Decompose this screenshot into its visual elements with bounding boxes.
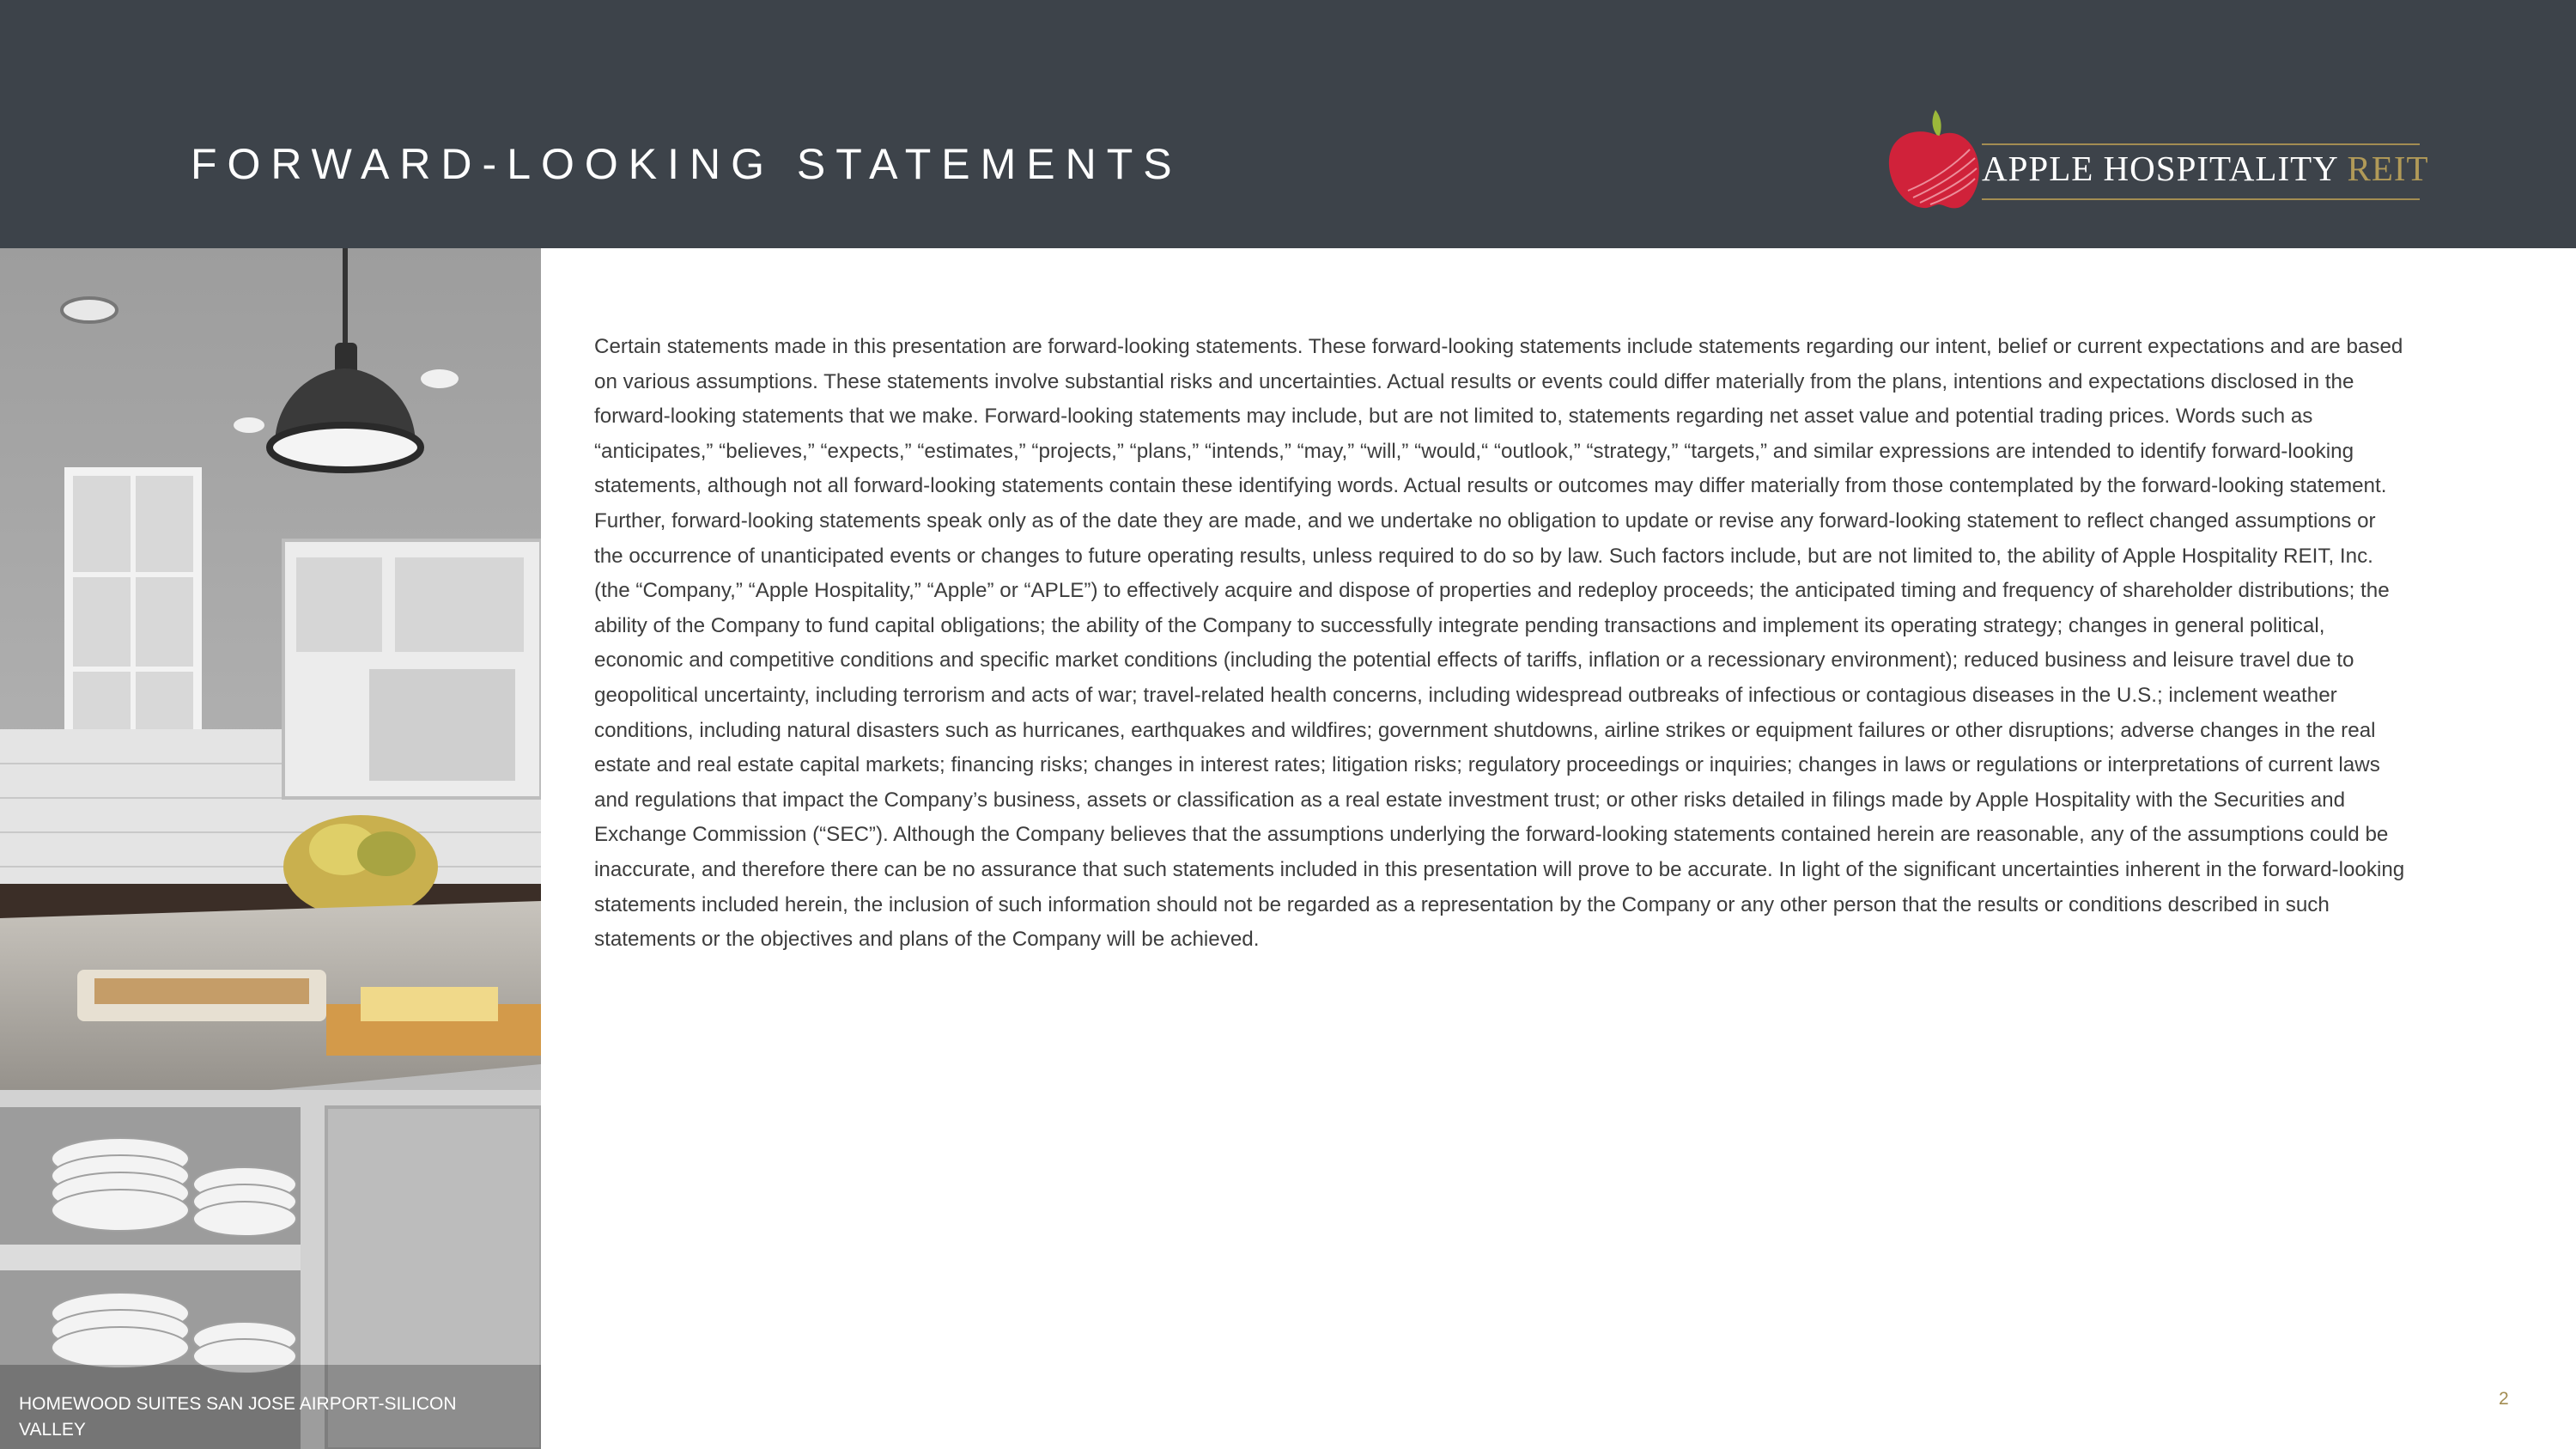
disclaimer-text: Certain statements made in this presentation are forward-looking statements. These forward-looking statements include statements regarding our intent, belief or current expectations and are based on various assumptions. These statements involve substantial risks and uncertainties. Actual results or events could differ materially from the plans, intentions and expectations disclosed in the forward-looking statements that we make. Forward-looking statements may include, but are not limited to, statements regarding net asset value and potential trading prices. Words such as “anticipates,” “believes,” “expects,” “estimates,” “projects,” “plans,” “intends,” “may,” “will,” “would,“ “outlook,” “strategy,” “targets,” and similar expressions are intended to identify forward-looking statements, although not all forward-looking statements contain these identifying words. Actual results or outcomes may differ materially from those contemplated by the forward-looking statement. Further, forward-looking statements speak only as of the date they are made, and we undertake no obligation to update or revise any forward-looking statement to reflect changed assumptions or the occurrence of unanticipated events or changes to future operating results, unless required to do so by law. Such factors include, but are not limited to, the ability of Apple Hospitality REIT, Inc. (the “Company,” “Apple Hospitality,” “Apple” or “APLE”) to effectively acquire and dispose of properties and redeploy proceeds; the anticipated timing and frequency of shareholder distributions; the ability of the Company to fund capital obligations; the ability of the Company to successfully integrate pending transactions and implement its operating strategy; changes in general political, economic and competitive conditions and specific market conditions (including the potential effects of tariffs, inflation or a recessionary environment); reduced business and leisure travel due to geopolitical uncertainty, including terrorism and acts of war; travel-related health concerns, including widespread outbreaks of infectious or contagious diseases in the U.S.; inclement weather conditions, including natural disasters such as hurricanes, earthquakes and wildfires; government shutdowns, airline strikes or equipment failures or other disruptions; adverse changes in the real estate and real estate capital markets; financing risks; changes in interest rates; litigation risks; regulatory proceedings or inquiries; changes in laws or regulations or interpretations of current laws and regulations that impact the Company’s business, assets or classification as a real estate investment trust; or other risks detailed in filings made by Apple Hospitality with the Securities and Exchange Commission (“SEC”). Although the Company believes that the assumptions underlying the forward-looking statements contained herein are reasonable, any of the assumptions could be inaccurate, and therefore there can be no assurance that such statements included in this presentation will prove to be accurate. In light of the significant uncertainties inherent in the forward-looking statements included herein, the inclusion of such information should not be regarded as a representation by the Company or any other person that the results or conditions described in such statements or the objectives and plans of the Company will be achieved.: [594, 335, 2405, 952]
page-title: FORWARD-LOOKING STATEMENTS: [191, 140, 1182, 188]
page-number: 2: [2499, 1389, 2509, 1409]
logo-rule-top: [1982, 143, 2420, 145]
photo-caption: HOMEWOOD SUITES SAN JOSE AIRPORT-SILICON VALLEY: [19, 1394, 457, 1440]
logo-name: APPLE HOSPITALITY: [1982, 149, 2338, 188]
logo-suffix: REIT: [2347, 149, 2429, 188]
logo-wordmark: [1982, 151, 2429, 186]
logo-rule-bottom: [1982, 198, 2420, 200]
hotel-photo: [0, 248, 541, 1449]
